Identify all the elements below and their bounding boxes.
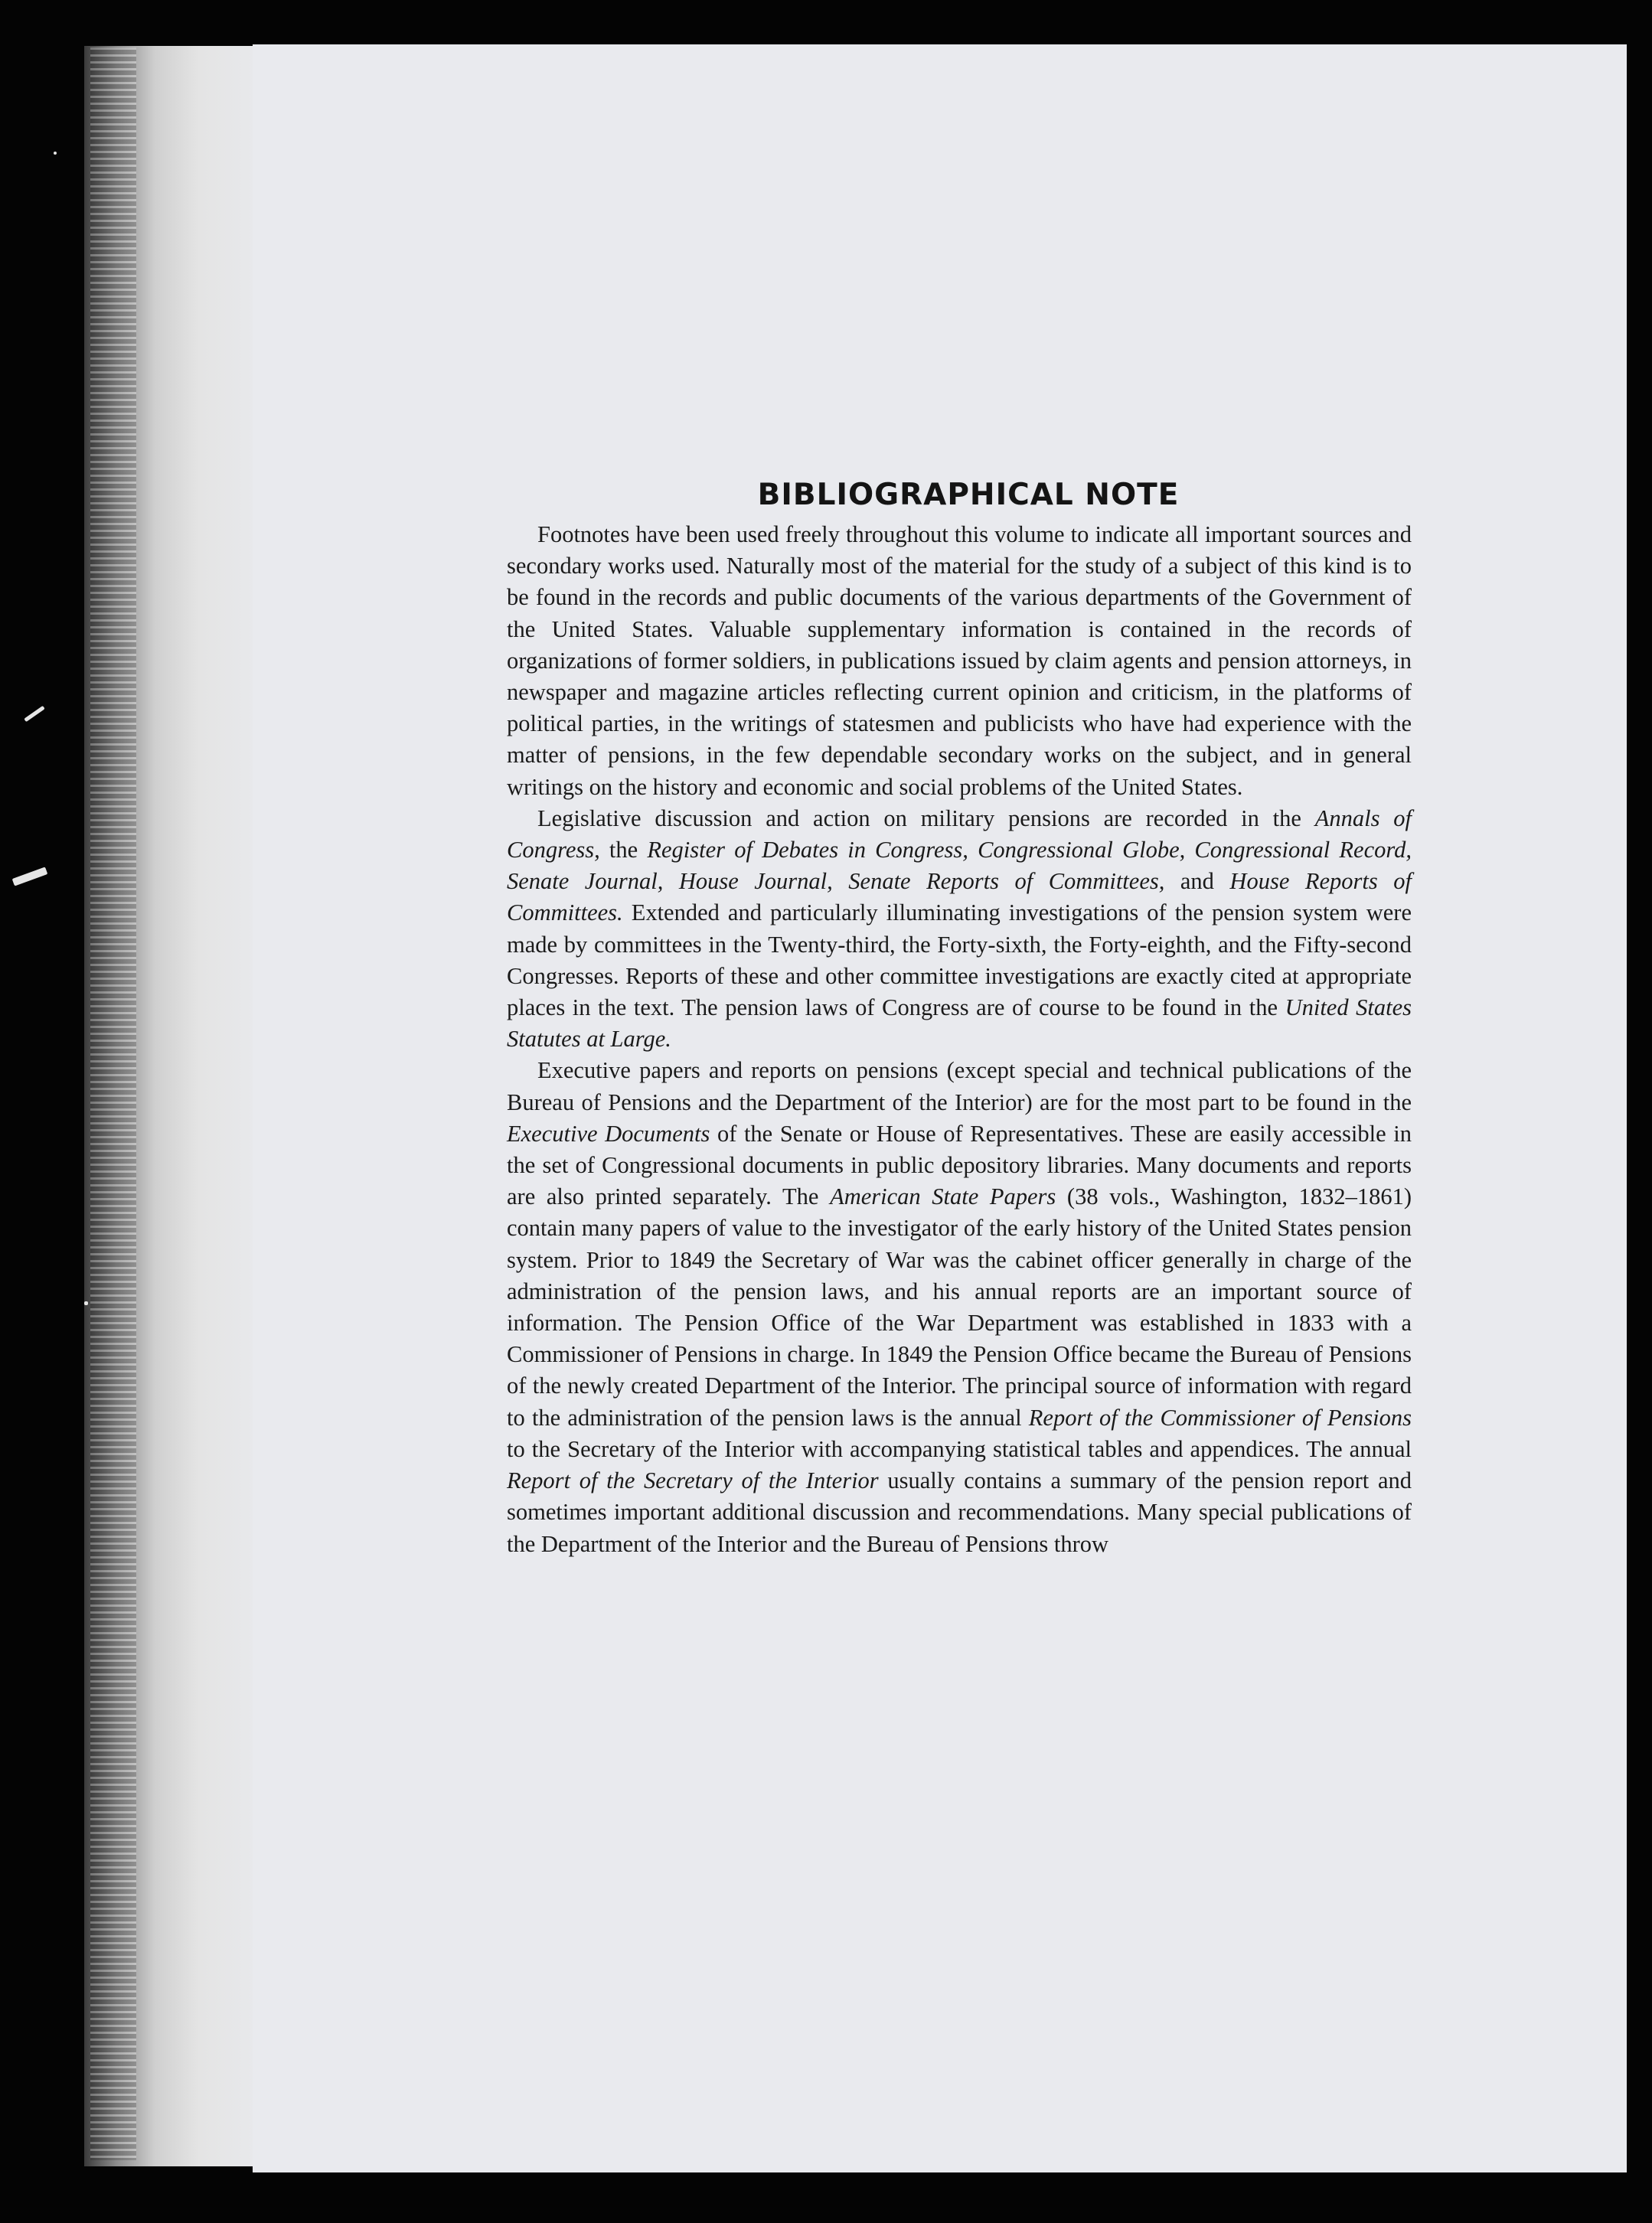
text-run: (38 vols., Washington, 1832–1861) contain many papers of value to the investigator of the early history of the United States pension system. Prior to 1849 the Secretary of War was the cabinet officer generally in charge of the administration of the pension laws, and his annual reports are an important source of information. The Pension Office of the War Department was established in 1833 with a Commissioner of Pensions in charge. In 1849 the Pension Office became the Bureau of Pensions of the newly created Department of the Interior. The principal source of information with regard to the administration of the pension laws is the annual — [507, 1183, 1412, 1431]
text-run: of the Senate or House of Representatives. These are easily accessible in the set of Congressional documents in public depository libraries. Many documents and reports are also printed separately. The — [507, 1120, 1412, 1210]
text-run: and — [1164, 868, 1230, 895]
text-run: Extended and particularly illuminating investigations of the pension system were made by committees in the Twenty-third, the Forty-sixth, the Forty-eighth, and the Fifty-second Congresses. Reports of these and other committee investigations are exactly cited at appropriate places in the text. The pension laws of Congress are of course to be found in the — [507, 899, 1412, 1021]
italic-citation: American State Papers — [830, 1183, 1056, 1210]
italic-citation: Register of Debates in Congress, Congressional Globe, Congressional Record, Senate Journal, House Journal, Senate Reports of Committees, — [507, 837, 1412, 895]
margin-mark — [54, 152, 57, 155]
text-run: usually contains a summary of the pension report and sometimes important additional discussion and recommendations. Many special publications of the Department of the Interior and the Bureau of Pensions throw — [507, 1467, 1412, 1557]
page-title: BIBLIOGRAPHICAL NOTE — [757, 478, 1180, 513]
margin-mark — [12, 867, 48, 886]
italic-citation: Report of the Commissioner of Pensions — [1028, 1404, 1412, 1431]
text-run: Footnotes have been used freely throughout this volume to indicate all important sources and secondary works used. Naturally most of the material for the study of a subject of this kind is to be found in the records and public documents of the various departments of the Government of the United States. Valuable supplementary information is contained in the records of organizations of former soldiers, in publications issued by claim agents and pension attorneys, in newspaper and magazine articles reflecting current opinion and criticism, in the platforms of political parties, in the writings of statesmen and publicists who have had experience with the matter of pensions, in the few dependable secondary works on the subject, and in general writings on the history and economic and social problems of the United States. — [507, 521, 1412, 800]
paragraph — [507, 803, 1412, 1056]
bibliographical-note-body — [507, 519, 1412, 1560]
text-run: Legislative discussion and action on military pensions are recorded in the — [537, 805, 1315, 831]
paragraph — [507, 519, 1412, 803]
text-run: to the Secretary of the Interior with accompanying statistical tables and appendices. The annual — [507, 1435, 1412, 1462]
italic-citation: Annals of Congress, — [507, 805, 1412, 863]
paragraph — [507, 1055, 1412, 1559]
italic-citation: United States Statutes at Large. — [507, 994, 1412, 1053]
italic-citation: Report of the Secretary of the Interior — [507, 1467, 879, 1494]
page-binding-streaks — [90, 47, 136, 2160]
text-run: the — [599, 837, 648, 863]
margin-mark — [84, 1301, 88, 1305]
italic-citation: House Reports of Committees. — [507, 868, 1412, 926]
margin-mark — [24, 706, 44, 722]
text-run: Executive papers and reports on pensions (except special and technical publications of the Bureau of Pensions and the Department of the Interior) are for the most part to be found in the — [507, 1057, 1412, 1115]
italic-citation: Executive Documents — [507, 1120, 710, 1147]
